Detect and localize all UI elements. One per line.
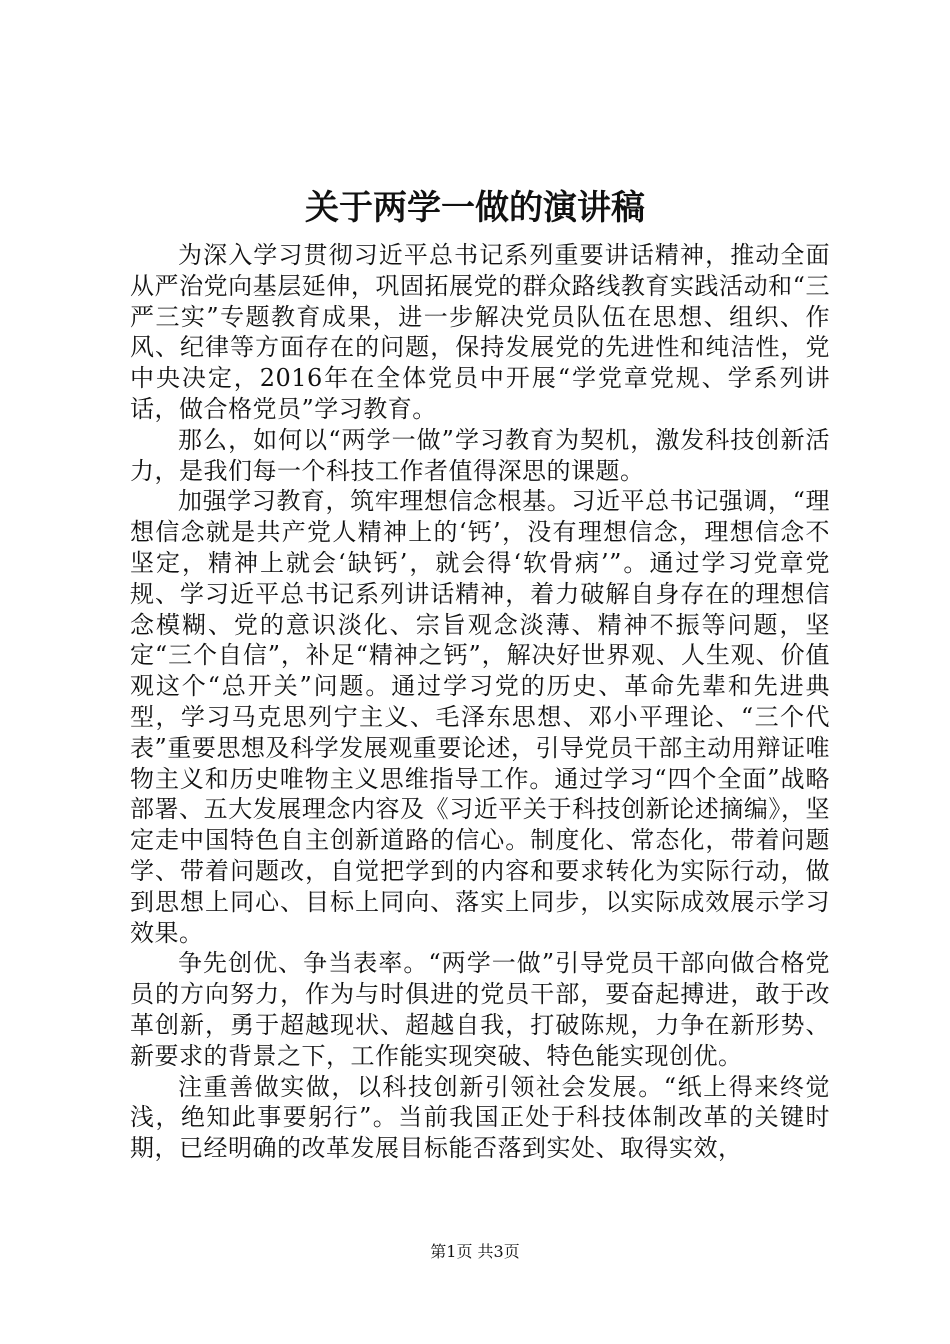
document-body (130, 240, 830, 1164)
paragraph-1: 为深入学习贯彻习近平总书记系列重要讲话精神，推动全面从严治党向基层延伸，巩固拓展党的群众路线教育实践活动和“三严三实”专题教育成果，进一步解决党员队伍在思想、组织、作风、纪律等方面存在的问题，保持发展党的先进性和纯洁性，党中央决定，2016年在全体党员中开展“学党章党规、学系列讲话，做合格党员”学习教育。 (130, 241, 830, 423)
page-footer: 第1页 共3页 (430, 1242, 520, 1261)
paragraph-4: 争先创优、争当表率。“两学一做”引导党员干部向做合格党员的方向努力，作为与时俱进的党员干部，要奋起搏进，敢于改革创新，勇于超越现状、超越自我，打破陈规，力争在新形势、新要求的背景之下，工作能实现突破、特色能实现创优。 (130, 949, 830, 1070)
paragraph-5: 注重善做实做，以科技创新引领社会发展。“纸上得来终觉浅，绝知此事要躬行”。当前我国正处于科技体制改革的关键时期，已经明确的改革发展目标能否落到实处、取得实效， (130, 1072, 830, 1163)
paragraph-3: 加强学习教育，筑牢理想信念根基。习近平总书记强调，“理想信念就是共产党人精神上的‘钙’，没有理想信念，理想信念不坚定，精神上就会‘缺钙’，就会得‘软骨病’”。通过学习党章党规、学习近平总书记系列讲话精神，着力破解自身存在的理想信念模糊、党的意识淡化、宗旨观念淡薄、精神不振等问题，坚定“三个自信”，补足“精神之钙”，解决好世界观、人生观、价值观这个“总开关”问题。通过学习党的历史、革命先辈和先进典型，学习马克思列宁主义、毛泽东思想、邓小平理论、“三个代表”重要思想及科学发展观重要论述，引导党员干部主动用辩证唯物主义和历史唯物主义思维指导工作。通过学习“四个全面”战略部署、五大发展理念内容及《习近平关于科技创新论述摘编》，坚定走中国特色自主创新道路的信心。制度化、常态化，带着问题学、带着问题改，自觉把学到的内容和要求转化为实际行动，做到思想上同心、目标上同向、落实上同步，以实际成效展示学习效果。 (130, 487, 830, 947)
page-title: 关于两学一做的演讲稿 (305, 188, 645, 228)
paragraph-2: 那么，如何以“两学一做”学习教育为契机，激发科技创新活力，是我们每一个科技工作者值得深思的课题。 (130, 425, 830, 485)
